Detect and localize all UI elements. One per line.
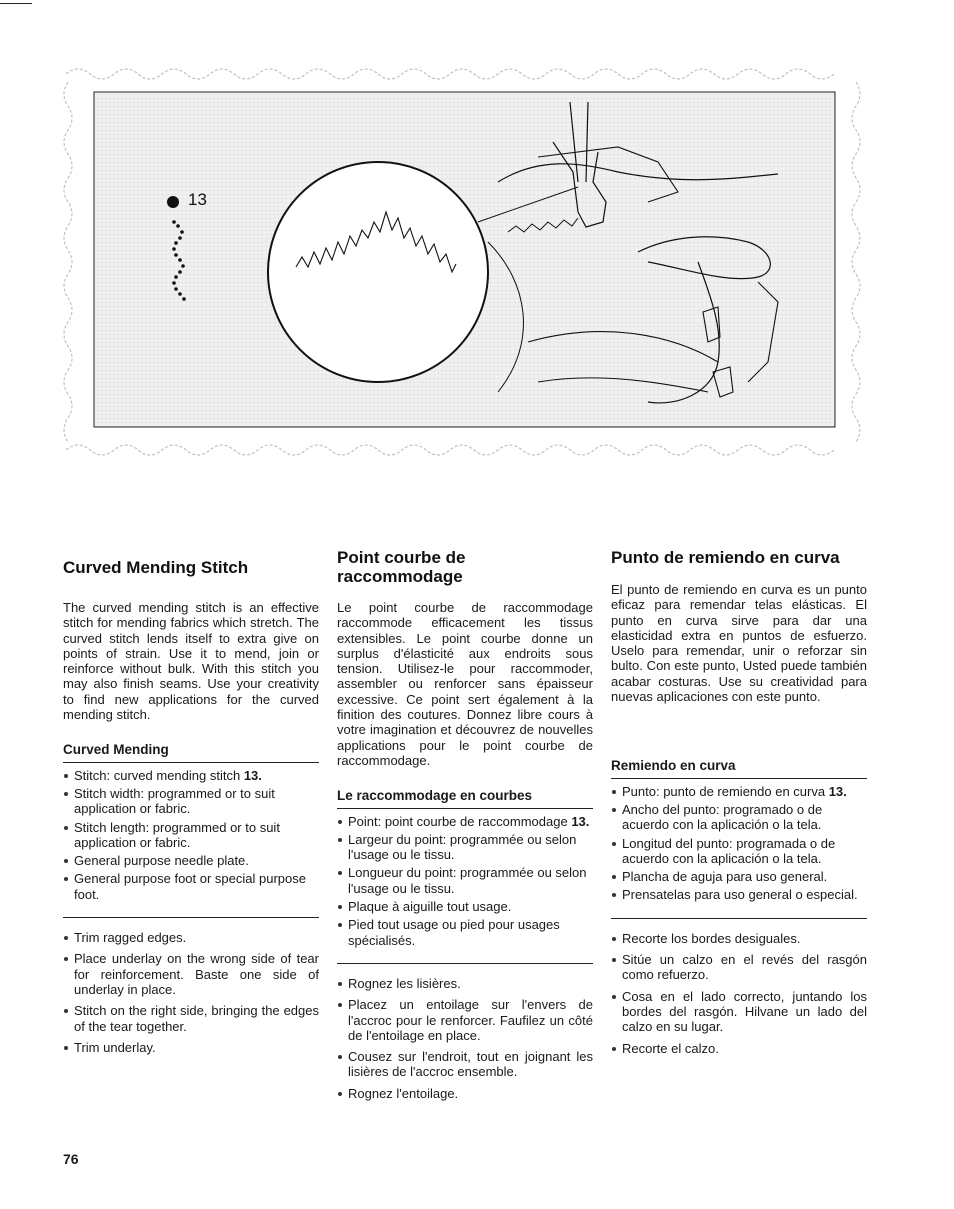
spec-list: [63, 768, 319, 918]
spec-item: Ancho del punto: programado o de acuerdo con la aplicación o la tela.: [611, 802, 867, 833]
column-spanish: [611, 548, 867, 1062]
spec-item: Plancha de aguja para uso general.: [611, 869, 867, 884]
section-heading: Curved Mending Stitch: [63, 558, 249, 577]
spec-item: Plaque à aiguille tout usage.: [337, 899, 593, 914]
step-item: Cosa en el lado correcto, juntando los bordes del rasgón. Hilvane un lado del calzo en su lugar.: [611, 989, 867, 1035]
spec-item: Stitch width: programmed or to suit application or fabric.: [63, 786, 319, 817]
intro-paragraph: The curved mending stitch is an effective stitch for mending fabrics which stretch. The curved stitch lends itself to extra give on points of strain. Use it to mend, join or reinforce without bulk. With this stitch you may also finish seams. Use your creativity to find new applications for the curved mending stitch.: [63, 600, 319, 723]
spec-item: Longueur du point: programmée ou selon l'usage ou le tissu.: [337, 865, 593, 896]
stitch-illustration: [58, 62, 866, 462]
step-item: Sitúe un calzo en el revés del rasgón como refuerzo.: [611, 952, 867, 983]
spec-item: Stitch: curved mending stitch 13.: [63, 768, 319, 783]
step-item: Rognez les lisières.: [337, 976, 593, 991]
step-item: Stitch on the right side, bringing the edges of the tear together.: [63, 1003, 319, 1034]
spec-item: Punto: punto de remiendo en curva 13.: [611, 784, 867, 799]
intro-paragraph: El punto de remiendo en curva es un punto eficaz para remendar telas elásticas. El punto en curva sirve para dar una elasticidad extra en puntos de esfuerzo. Uselo para remendar, unir o reforzar sin bulto. Con este punto, Usted puede también acabar costuras. Use su creatividad para nuevas aplicaciones con este punto.: [611, 582, 867, 705]
spec-item: General purpose foot or special purpose foot.: [63, 871, 319, 902]
subheading: Le raccommodage en courbes: [337, 788, 593, 808]
step-item: Cousez sur l'endroit, tout en joignant les lisières de l'accroc ensemble.: [337, 1049, 593, 1080]
step-item: Recorte los bordes desiguales.: [611, 931, 867, 946]
step-item: Trim underlay.: [63, 1040, 319, 1055]
step-item: Trim ragged edges.: [63, 930, 319, 945]
spec-item: Stitch length: programmed or to suit application or fabric.: [63, 820, 319, 851]
step-list: [337, 976, 593, 1101]
step-list: [611, 931, 867, 1056]
spec-item: Prensatelas para uso general o especial.: [611, 887, 867, 902]
intro-paragraph: Le point courbe de raccommodage raccommode efficacement les tissus extensibles. Le point courbe donne un surplus d'élasticité aux endroits sous tension. Utilisez-le pour raccommoder, assembler ou renforcer sans épaisseur excessive. Ce point sert également à la finition des coutures. Donnez libre cours à votre imagination et découvrez de nouvelles applications pour le point courbe de raccommodage.: [337, 600, 593, 768]
sewing-illustration-svg: [58, 62, 866, 462]
step-item: Placez un entoilage sur l'envers de l'accroc pour le renforcer. Faufilez un côté de l'entoilage en place.: [337, 997, 593, 1043]
column-french: [337, 548, 593, 1107]
section-heading: Point courbe de raccommodage: [337, 548, 466, 586]
corner-rule: [0, 3, 32, 4]
spec-item: General purpose needle plate.: [63, 853, 319, 868]
stitch-number-label: 13: [188, 190, 207, 209]
step-item: Place underlay on the wrong side of tear for reinforcement. Baste one side of underlay in place.: [63, 951, 319, 997]
spec-item: Largeur du point: programmée ou selon l'usage ou le tissu.: [337, 832, 593, 863]
spec-item: Pied tout usage ou pied pour usages spécialisés.: [337, 917, 593, 948]
column-english: [63, 548, 319, 1061]
step-item: Recorte el calzo.: [611, 1041, 867, 1056]
section-heading: Punto de remiendo en curva: [611, 548, 840, 567]
subheading: Remiendo en curva: [611, 758, 867, 778]
spec-list: [337, 814, 593, 964]
page-number: 76: [63, 1151, 79, 1167]
spec-item: Longitud del punto: programada o de acuerdo con la aplicación o la tela.: [611, 836, 867, 867]
spec-item: Point: point courbe de raccommodage 13.: [337, 814, 593, 829]
step-list: [63, 930, 319, 1055]
subheading: Curved Mending: [63, 742, 319, 762]
step-item: Rognez l'entoilage.: [337, 1086, 593, 1101]
spec-list: [611, 784, 867, 919]
